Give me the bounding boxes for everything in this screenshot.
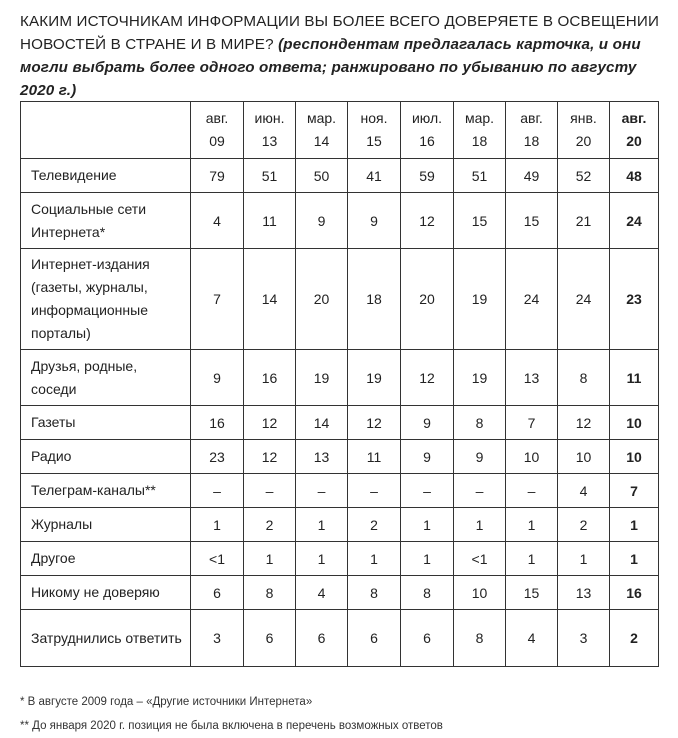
value-cell: 12 bbox=[401, 350, 454, 406]
value-cell: 12 bbox=[244, 440, 296, 474]
value-cell: 12 bbox=[348, 406, 401, 440]
table-row bbox=[21, 474, 659, 508]
column-year: 20 bbox=[575, 133, 592, 149]
column-month: мар. bbox=[464, 110, 495, 126]
column-header bbox=[191, 102, 244, 159]
value-cell: – bbox=[191, 474, 244, 508]
value-cell: 2 bbox=[244, 508, 296, 542]
value-cell: 7 bbox=[610, 474, 659, 508]
column-month: июн. bbox=[254, 110, 285, 126]
value-cell: 9 bbox=[401, 406, 454, 440]
value-cell: – bbox=[454, 474, 506, 508]
value-cell: 10 bbox=[454, 576, 506, 610]
row-label: Друзья, родные, соседи bbox=[21, 350, 191, 406]
value-cell: 1 bbox=[296, 508, 348, 542]
value-cell: 11 bbox=[244, 193, 296, 249]
value-cell: 24 bbox=[610, 193, 659, 249]
table-row bbox=[21, 440, 659, 474]
value-cell: 14 bbox=[296, 406, 348, 440]
value-cell: 3 bbox=[558, 610, 610, 667]
value-cell: 13 bbox=[506, 350, 558, 406]
value-cell: 48 bbox=[610, 159, 659, 193]
value-cell: 9 bbox=[348, 193, 401, 249]
value-cell: 10 bbox=[558, 440, 610, 474]
value-cell: 8 bbox=[558, 350, 610, 406]
value-cell: 1 bbox=[506, 508, 558, 542]
value-cell: 9 bbox=[454, 440, 506, 474]
value-cell: 10 bbox=[610, 440, 659, 474]
column-header bbox=[610, 102, 659, 159]
value-cell: 4 bbox=[296, 576, 348, 610]
value-cell: 1 bbox=[610, 542, 659, 576]
table-row bbox=[21, 542, 659, 576]
column-header bbox=[244, 102, 296, 159]
column-year: 15 bbox=[366, 133, 382, 149]
row-label: Интернет-издания (газеты, журналы, информационные порталы) bbox=[21, 249, 191, 350]
value-cell: 2 bbox=[610, 610, 659, 667]
value-cell: 10 bbox=[506, 440, 558, 474]
value-cell: 49 bbox=[506, 159, 558, 193]
value-cell: 1 bbox=[610, 508, 659, 542]
value-cell: 21 bbox=[558, 193, 610, 249]
value-cell: 18 bbox=[348, 249, 401, 350]
column-header bbox=[296, 102, 348, 159]
row-label: Другое bbox=[21, 542, 191, 576]
table-heading bbox=[20, 10, 660, 102]
value-cell: <1 bbox=[191, 542, 244, 576]
value-cell: 3 bbox=[191, 610, 244, 667]
value-cell: 6 bbox=[191, 576, 244, 610]
value-cell: – bbox=[506, 474, 558, 508]
value-cell: 59 bbox=[401, 159, 454, 193]
value-cell: 12 bbox=[558, 406, 610, 440]
value-cell: 20 bbox=[296, 249, 348, 350]
column-year: 16 bbox=[419, 133, 435, 149]
value-cell: 9 bbox=[191, 350, 244, 406]
column-month: ноя. bbox=[360, 110, 388, 126]
value-cell: 15 bbox=[506, 576, 558, 610]
table-row bbox=[21, 350, 659, 406]
table-body bbox=[21, 159, 659, 667]
value-cell: 1 bbox=[401, 542, 454, 576]
table-row bbox=[21, 193, 659, 249]
row-label: Социальные сети Интернета* bbox=[21, 193, 191, 249]
footnote: * В августе 2009 года – «Другие источники Интернета» bbox=[20, 696, 313, 708]
column-header bbox=[401, 102, 454, 159]
value-cell: 51 bbox=[244, 159, 296, 193]
value-cell: 4 bbox=[506, 610, 558, 667]
value-cell: 24 bbox=[558, 249, 610, 350]
row-label: Журналы bbox=[21, 508, 191, 542]
column-year: 13 bbox=[261, 133, 278, 149]
row-label: Телеграм-каналы** bbox=[21, 474, 191, 508]
table-row bbox=[21, 406, 659, 440]
value-cell: 8 bbox=[244, 576, 296, 610]
value-cell: 1 bbox=[348, 542, 401, 576]
value-cell: 15 bbox=[454, 193, 506, 249]
row-label: Радио bbox=[21, 440, 191, 474]
value-cell: 19 bbox=[348, 350, 401, 406]
row-label: Газеты bbox=[21, 406, 191, 440]
value-cell: – bbox=[401, 474, 454, 508]
value-cell: – bbox=[244, 474, 296, 508]
footnote: ** До января 2020 г. позиция не была включена в перечень возможных ответов bbox=[20, 720, 443, 732]
value-cell: 23 bbox=[610, 249, 659, 350]
value-cell: 16 bbox=[244, 350, 296, 406]
value-cell: 2 bbox=[348, 508, 401, 542]
heading-title: КАКИМ ИСТОЧНИКАМ ИНФОРМАЦИИ ВЫ БОЛЕЕ ВСЕГО ДОВЕРЯЕТЕ В ОСВЕЩЕНИИ НОВОСТЕЙ В СТРАНЕ И В МИРЕ? bbox=[20, 13, 660, 53]
value-cell: 6 bbox=[401, 610, 454, 667]
table-row bbox=[21, 576, 659, 610]
value-cell: 8 bbox=[454, 406, 506, 440]
value-cell: 11 bbox=[348, 440, 401, 474]
value-cell: 1 bbox=[454, 508, 506, 542]
value-cell: 4 bbox=[558, 474, 610, 508]
column-year: 09 bbox=[209, 133, 225, 149]
value-cell: 13 bbox=[558, 576, 610, 610]
value-cell: 2 bbox=[558, 508, 610, 542]
value-cell: 8 bbox=[401, 576, 454, 610]
value-cell: 8 bbox=[348, 576, 401, 610]
column-year: 18 bbox=[471, 133, 488, 149]
value-cell: 8 bbox=[454, 610, 506, 667]
value-cell: 1 bbox=[401, 508, 454, 542]
value-cell: 15 bbox=[506, 193, 558, 249]
table-row bbox=[21, 508, 659, 542]
value-cell: 19 bbox=[454, 350, 506, 406]
value-cell: 20 bbox=[401, 249, 454, 350]
column-header bbox=[348, 102, 401, 159]
column-month: авг. bbox=[205, 110, 229, 126]
value-cell: 19 bbox=[296, 350, 348, 406]
value-cell: 51 bbox=[454, 159, 506, 193]
value-cell: 50 bbox=[296, 159, 348, 193]
column-year: 14 bbox=[313, 133, 330, 149]
value-cell: 24 bbox=[506, 249, 558, 350]
table-row bbox=[21, 249, 659, 350]
column-month: авг. bbox=[621, 110, 647, 126]
value-cell: 16 bbox=[610, 576, 659, 610]
footnotes bbox=[20, 690, 660, 738]
header-label-cell bbox=[21, 102, 191, 159]
column-month: авг. bbox=[520, 110, 543, 126]
poll-table bbox=[20, 101, 659, 667]
column-header bbox=[558, 102, 610, 159]
row-label: Никому не доверяю bbox=[21, 576, 191, 610]
value-cell: 10 bbox=[610, 406, 659, 440]
value-cell: 7 bbox=[191, 249, 244, 350]
value-cell: 14 bbox=[244, 249, 296, 350]
column-header bbox=[506, 102, 558, 159]
value-cell: 1 bbox=[506, 542, 558, 576]
value-cell: 19 bbox=[454, 249, 506, 350]
value-cell: 1 bbox=[296, 542, 348, 576]
table-row bbox=[21, 610, 659, 667]
value-cell: 1 bbox=[244, 542, 296, 576]
value-cell: 9 bbox=[296, 193, 348, 249]
value-cell: 23 bbox=[191, 440, 244, 474]
value-cell: 11 bbox=[610, 350, 659, 406]
table-row bbox=[21, 159, 659, 193]
value-cell: 4 bbox=[191, 193, 244, 249]
heading-note: (респондентам предлагалась карточка, и они могли выбрать более одного ответа; ранжировано по убыванию по августу 2020 г.) bbox=[20, 36, 641, 99]
row-label: Затруднились ответить bbox=[21, 610, 191, 667]
value-cell: 9 bbox=[401, 440, 454, 474]
header-row bbox=[21, 102, 659, 159]
value-cell: 52 bbox=[558, 159, 610, 193]
value-cell: 12 bbox=[244, 406, 296, 440]
value-cell: 12 bbox=[401, 193, 454, 249]
value-cell: 7 bbox=[506, 406, 558, 440]
value-cell: – bbox=[348, 474, 401, 508]
value-cell: 6 bbox=[348, 610, 401, 667]
column-month: янв. bbox=[570, 110, 597, 126]
value-cell: 6 bbox=[244, 610, 296, 667]
column-year: 18 bbox=[523, 133, 540, 149]
value-cell: – bbox=[296, 474, 348, 508]
column-month: мар. bbox=[306, 110, 337, 126]
column-month: июл. bbox=[411, 110, 443, 126]
column-header bbox=[454, 102, 506, 159]
value-cell: 1 bbox=[191, 508, 244, 542]
value-cell: <1 bbox=[454, 542, 506, 576]
column-year: 20 bbox=[626, 133, 642, 149]
value-cell: 13 bbox=[296, 440, 348, 474]
value-cell: 1 bbox=[558, 542, 610, 576]
value-cell: 41 bbox=[348, 159, 401, 193]
value-cell: 79 bbox=[191, 159, 244, 193]
value-cell: 6 bbox=[296, 610, 348, 667]
row-label: Телевидение bbox=[21, 159, 191, 193]
value-cell: 16 bbox=[191, 406, 244, 440]
